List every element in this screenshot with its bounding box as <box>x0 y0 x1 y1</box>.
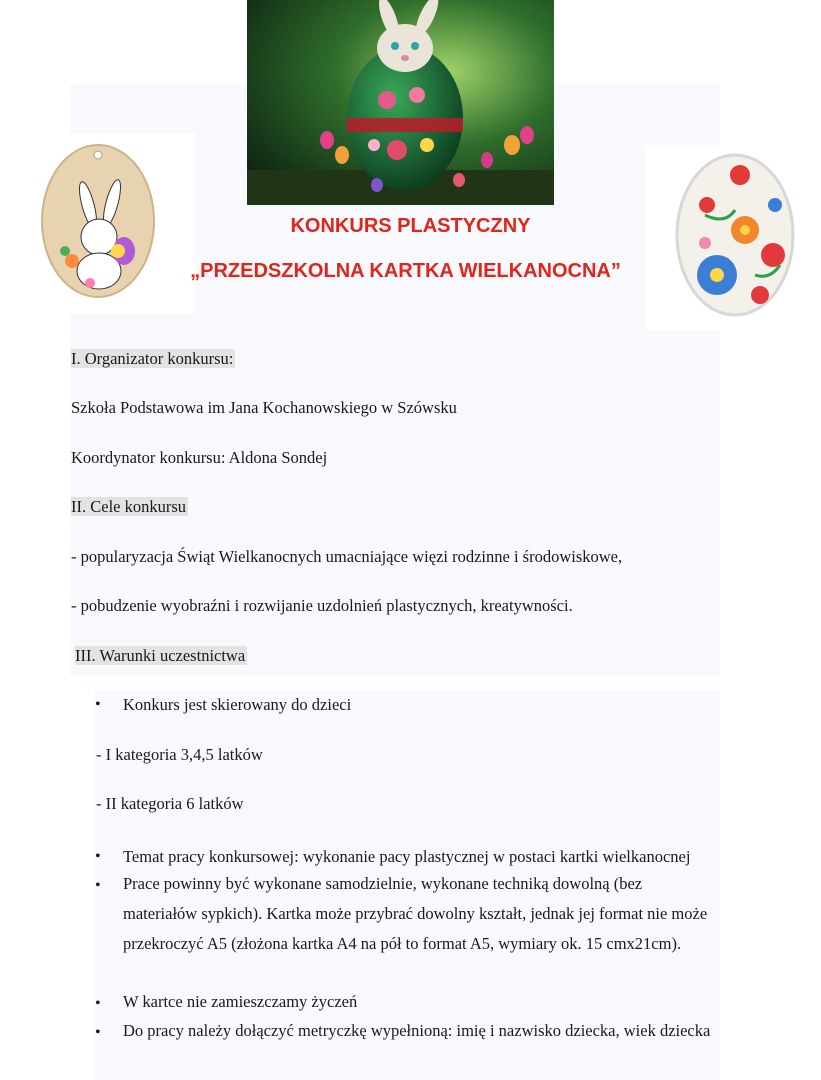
coordinator-text: Koordynator konkursu: Aldona Sondej <box>71 448 328 467</box>
category-item: - II kategoria 6 latków <box>96 794 244 813</box>
organizer-text: Szkoła Podstawowa im Jana Kochanowskiego w Szówsku <box>71 398 457 417</box>
organizer-heading <box>71 348 235 370</box>
condition-item: Do pracy należy dołączyć metryczkę wypełnioną: imię i nazwisko dziecka, wiek dziecka <box>123 1021 711 1040</box>
condition-item: Temat pracy konkursowej: wykonanie pacy plastycznej w postaci kartki wielkanocnej <box>123 847 691 866</box>
bullet-marker: • <box>95 995 101 1012</box>
condition-item: Prace powinny być wykonane samodzielnie, wykonane techniką dowolną (bez materiałów sypkich). Kartka może przybrać dowolny kształt, jednak jej format nie może przekroczyć A5 (złożona kartka A4 na pół to format A5, wymiary ok. 15 cmx21cm). <box>123 874 708 953</box>
goals-heading <box>71 496 188 518</box>
contest-title: KONKURS PLASTYCZNY <box>290 215 531 237</box>
conditions-heading-text: III. Warunki uczestnictwa <box>75 646 246 665</box>
goal-item: - pobudzenie wyobraźni i rozwijanie uzdolnień plastycznych, kreatywności. <box>71 596 573 615</box>
organizer-heading-text: I. Organizator konkursu: <box>71 349 234 368</box>
conditions-heading <box>75 645 247 667</box>
contest-subtitle: „PRZEDSZKOLNA KARTKA WIELKANOCNA” <box>190 260 621 282</box>
category-item: - I kategoria 3,4,5 latków <box>96 745 263 764</box>
goals-heading-text: II. Cele konkursu <box>71 497 187 516</box>
condition-item: W kartce nie zamieszczamy życzeń <box>123 992 358 1011</box>
condition-item: Konkurs jest skierowany do dzieci <box>123 695 352 714</box>
bullet-marker: • <box>95 877 101 894</box>
bullet-marker: • <box>95 696 101 713</box>
bullet-marker: • <box>95 848 101 865</box>
bullet-marker: • <box>95 1024 101 1041</box>
hero-image <box>247 0 554 205</box>
goal-item: - popularyzacja Świąt Wielkanocnych umacniające więzi rodzinne i środowiskowe, <box>71 547 623 566</box>
